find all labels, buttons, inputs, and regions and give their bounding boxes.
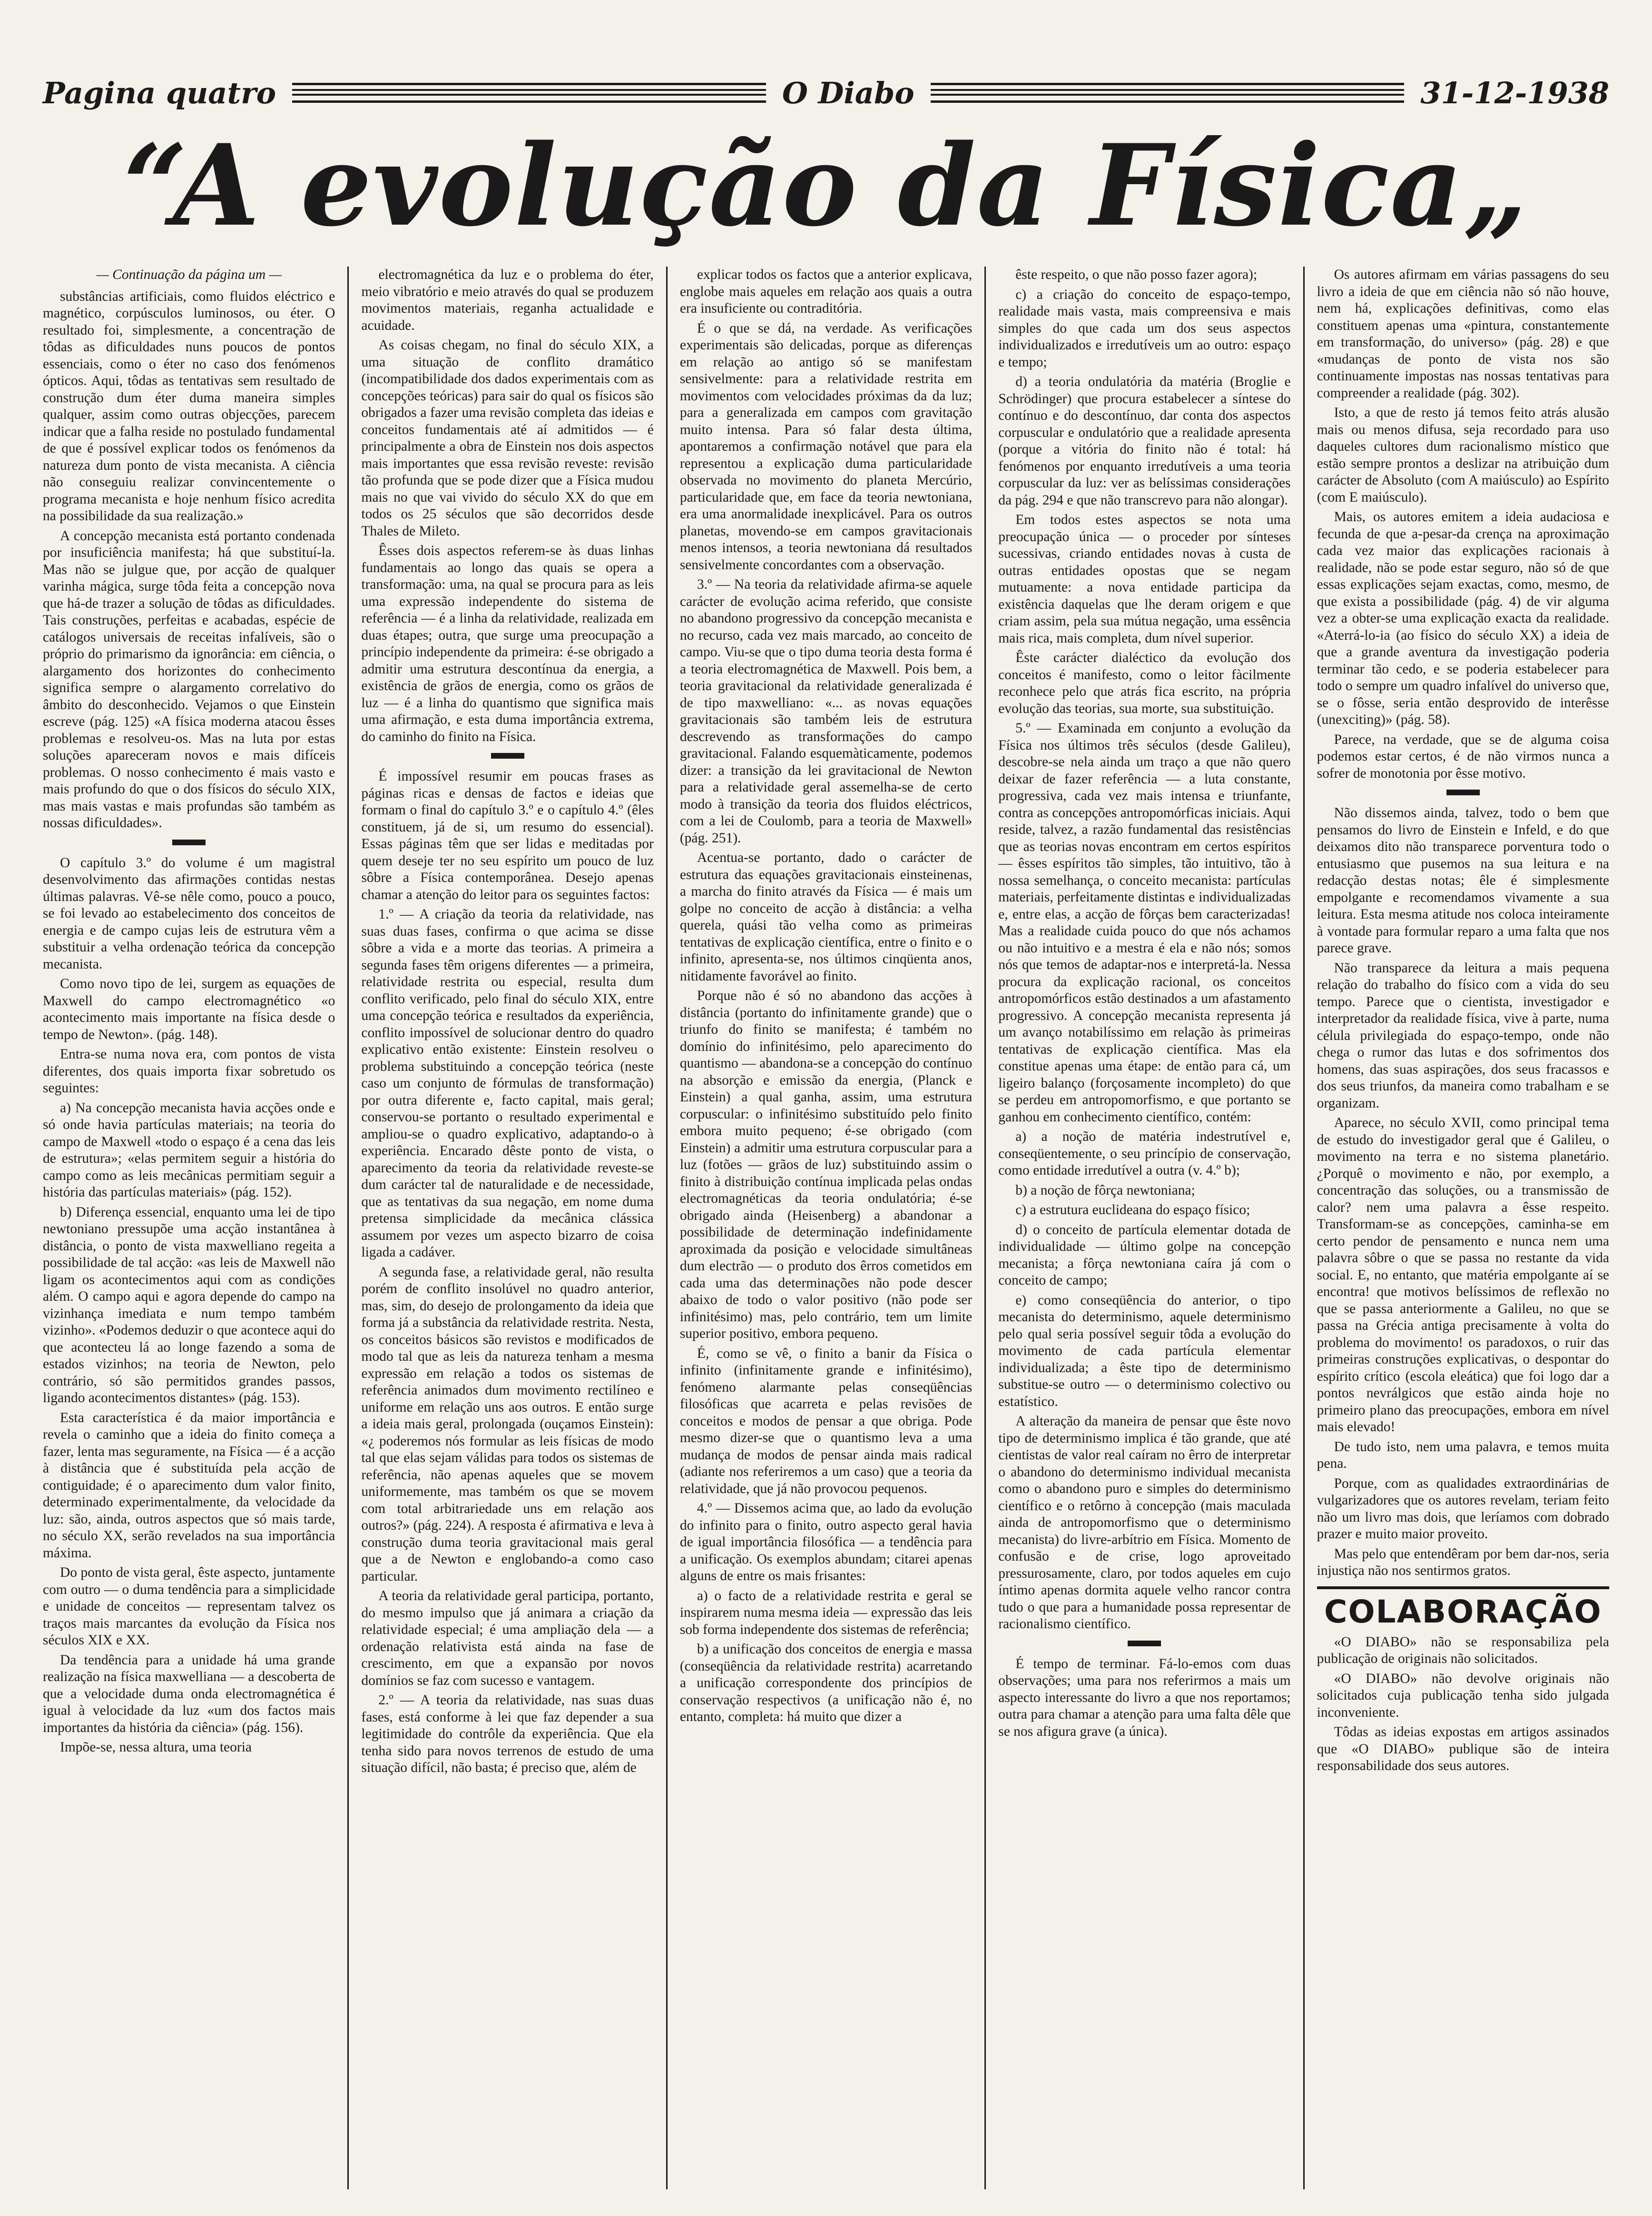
paragraph: 4.º — Dissemos acima que, ao lado da evolução do infinito para o finito, outro aspecto geral havia de igual importância filosófica — a tendência para a unificação. Os exemplos abundam; citarei apenas alguns de entre os mais frisantes: bbox=[679, 1501, 973, 1583]
paragraph: Mais, os autores emitem a ideia audaciosa e fecunda de que a-pesar-da crença na aproximação cada vez maior das explicações racionais à realidade, não se pode estar seguro, não só de que essas explicações sejam exactas, como, mesmo, de que exista a possibilidade (pág. 4) de vir alguma vez a obter-se uma explicação exacta da realidade. «Aterrá-lo-ia (ao físico do século XX) a ideia de que a grande aventura da investigação poderia terminar tão cedo, e se poderia estabelecer para todo o sempre um quadro infalível do universo que, se o fôsse, seria então desprovido de interêsse (unexciting)» (pág. 58). bbox=[1317, 509, 1610, 727]
paragraph: Isto, a que de resto já temos feito atrás alusão mais ou menos difusa, seja recordado para uso daqueles cultores dum racionalismo místico que estão sempre prontos a deslizar na atribuição dum carácter de Absoluto (com A maiúsculo) ao Espírito (com E maiúsculo). bbox=[1317, 405, 1610, 505]
paragraph: Parece, na verdade, que se de alguma coisa podemos estar certos, é de não virmos nunca a sofrer de monotonia por êsse motivo. bbox=[1317, 732, 1610, 781]
section-separator bbox=[1446, 790, 1480, 795]
paragraph: Não dissemos ainda, talvez, todo o bem que pensamos do livro de Einstein e Infeld, e do que deixamos dito não transparece porventura todo o entusiasmo que pusemos na sua leitura e na redacção destas notas; êle é simplesmente empolgante e recomendamos vivamente a sua leitura. Esta mesma atitude nos coloca inteiramente à vontade para formular reparo a uma falta que nos parece grave. bbox=[1317, 805, 1610, 956]
masthead-rule-left bbox=[292, 83, 766, 103]
paragraph: explicar todos os factos que a anterior explicava, englobe mais aqueles em relação aos quais a outra era insuficiente ou contraditória. bbox=[679, 267, 973, 316]
paragraph: c) a criação do conceito de espaço-tempo, realidade mais vasta, mais compreensiva e mais simples do que cada um dos seus aspectos individualizados e irredutíveis um ao outro: espaço e tempo; bbox=[998, 287, 1291, 370]
paragraph: e) como conseqüência do anterior, o tipo mecanista do determinismo, aquele determinismo pelo qual seria possível seguir tôda a evolução do movimento de cada partícula elementar individualizada; a êste tipo de determinismo substitue-se outro — o determinismo colectivo ou estatístico. bbox=[998, 1292, 1291, 1409]
colaboracao-notice: Tôdas as ideias expostas em artigos assinados que «O DIABO» publique são de inteira responsabilidade dos seus autores. bbox=[1317, 1724, 1610, 1773]
column-4 bbox=[984, 267, 1303, 2189]
paragraph: Entra-se numa nova era, com pontos de vista diferentes, dos quais importa fixar sobretudo os seguintes: bbox=[43, 1047, 335, 1096]
issue-date: 31-12-1938 bbox=[1420, 75, 1609, 110]
paragraph: A alteração da maneira de pensar que êste novo tipo de determinismo implica é tão grande, que até cientistas de valor real caíram no êrro de interpretar o abandono do determinismo individual mecanista como o abandono puro e simples do determinismo científico e o retôrno à concepção (mais maculada ainda de antropomorfismo que o determinismo mecanista) do livre-arbítrio em Física. Momento de confusão e de crise, logo aproveitado pressurosamente, claro, por todos aqueles em cujo íntimo apenas dormita aquele velho rancor contra tudo o que para a humanidade possa representar de racionalismo científico. bbox=[998, 1414, 1291, 1632]
paragraph: O capítulo 3.º do volume é um magistral desenvolvimento das afirmações contidas nestas últimas palavras. Vê-se nêle como, pouco a pouco, se foi levado ao estabelecimento dos conceitos de energia e de campo cujas leis de estrutura vêm a substituir a velha ordenação teórica da concepção mecanista. bbox=[43, 855, 335, 972]
paragraph: É impossível resumir em poucas frases as páginas ricas e densas de factos e ideias que formam o final do capítulo 3.º e o capítulo 4.º (êles constituem, já de si, um resumo do essencial). Essas páginas têm que ser lidas e meditadas por quem deseje ter no seu espírito um pouco de luz sôbre a Física contemporânea. Desejo apenas chamar a atenção do leitor para os seguintes factos: bbox=[361, 769, 654, 902]
paragraph: b) a noção de fôrça newtoniana; bbox=[1015, 1182, 1195, 1198]
paragraph: Porque, com as qualidades extraordinárias de vulgarizadores que os autores revelam, teriam feito não um livro mas dois, que leríamos com dobrado prazer e muito maior proveito. bbox=[1317, 1475, 1610, 1542]
paragraph: As coisas chegam, no final do século XIX, a uma situação de conflito dramático (incompatibilidade dos dados experimentais com as concepções teóricas) para sair do qual os físicos são obrigados a fazer uma revisão completa das ideias e conceitos fundamentais até aí admitidos — é principalmente a obra de Einstein nos dois aspectos mais importantes que essa revisão reveste: revisão tão profunda que se pode dizer que a Física mudou mais no que vai vivido do século XX do que em todos os 25 séculos que são decorridos desde Thales de Mileto. bbox=[361, 337, 654, 539]
column-2 bbox=[347, 267, 666, 2189]
colaboracao-notice: «O DIABO» não devolve originais não solicitados cuja publicação tenha sido julgada inconveniente. bbox=[1317, 1671, 1610, 1720]
paragraph: Êste carácter dialéctico da evolução dos conceitos é manifesto, como o leitor fàcilmente reconhece pelo que atrás fica escrito, na própria evolução das teorias, sua morte, sua substituição. bbox=[998, 650, 1291, 716]
paragraph: b) a unificação dos conceitos de energia e massa (conseqüência da relatividade restrita) acarretando a unificação correspondente dos princípios de conservação respectivos (a unificação não é, no entanto, completa: há muito que dizer a bbox=[679, 1642, 973, 1724]
masthead-rule-right bbox=[931, 83, 1405, 103]
column-3 bbox=[666, 267, 984, 2189]
paragraph: a) o facto de a relatividade restrita e geral se inspirarem numa mesma ideia — expressão das leis sob forma independente dos sistemas de referência; bbox=[679, 1588, 973, 1637]
paragraph: Aparece, no século XVII, como principal tema de estudo do investigador geral que é Galileu, o movimento na terra e no sistema planetário. ¿Porquê o movimento e não, por exemplo, a concentração das soluções, ou a transmissão de calor? nem uma palavra a êsse respeito. Transformam-se as concepções, caminha-se em certo pendor de pensamento e nunca nem uma palavra sôbre o que se passa no restante da vida social. E, no entanto, que matéria empolgante aí se encontra! que motivos belíssimos de reflexão no que se passa anteriormente a Galileu, no que se passa na Grécia antiga precisamente à volta do problema do movimento! os paradoxos, o ruir das primeiras construções explicativas, o despontar do espírito crítico (escola eleática) que foi logo dar a pontos nevrálgicos que estão ainda hoje no primeiro plano das preocupações, embora em nível mais elevado! bbox=[1317, 1115, 1610, 1434]
section-separator bbox=[1128, 1641, 1161, 1646]
colaboracao-notice: «O DIABO» não se responsabiliza pela publicação de originais não solicitados. bbox=[1317, 1634, 1610, 1666]
paragraph: Impõe-se, nessa altura, uma teoria bbox=[60, 1740, 252, 1755]
paragraph: Os autores afirmam em várias passagens do seu livro a ideia de que em ciência não só não houve, nem há, explicações definitivas, como elas constituem apenas uma «pintura, constantemente em transformação, do universo» (pág. 28) e que «mudanças de ponto de vista nos são continuamente impostas nas nossas tentativas para compreender a realidade (pág. 302). bbox=[1317, 267, 1610, 401]
column-1 bbox=[43, 267, 347, 2189]
paragraph: d) o conceito de partícula elementar dotada de individualidade — último golpe na concepção mecanista; a fôrça newtoniana caíra já com o conceito de campo; bbox=[998, 1222, 1291, 1288]
newspaper-name: O Diabo bbox=[782, 75, 914, 110]
paragraph: electromagnética da luz e o problema do éter, meio vibratório e meio através do qual se produzem movimentos materiais, reganha actualidade e acuidade. bbox=[361, 267, 654, 333]
masthead bbox=[43, 71, 1609, 114]
paragraph: Mas pelo que entendêram por bem dar-nos, seria injustiça não nos sentirmos gratos. bbox=[1317, 1546, 1610, 1578]
column-5 bbox=[1303, 267, 1609, 2189]
paragraph: A segunda fase, a relatividade geral, não resulta porém de conflito insolúvel no quadro anterior, mas, sim, do desejo de prolongamento da ideia que forma já a substância da relatividade restrita. Nesta, os conceitos básicos são revistos e modificados de modo tal que as leis da natureza tenham a mesma expressão em relação a todos os sistemas de referência animados dum movimento rectilíneo e uniforme em relação uns aos outros. E então surge a ideia mais geral, prolongada (ouçamos Einstein): «¿ poderemos nós formular as leis físicas de modo tal que elas sejam válidas para todos os sistemas de referência, não apenas aqueles que se movem uniformemente, mas também os que se movem com total arbitrariedade uns em relação aos outros?» (pág. 224). A resposta é afirmativa e leva à construção duma teoria gravitacional mais geral que a de Newton e englobando-a como caso particular. bbox=[361, 1264, 654, 1584]
paragraph: Acentua-se portanto, dado o carácter de estrutura das equações gravitacionais einsteinenas, a marcha do finito através da Física — é mais um golpe no conceito de acção à distância: a velha querela, quási tão velha como as primeiras tentativas de explicação científica, entre o finito e o infinito, apresenta-se, nos últimos cinqüenta anos, nitidamente favorável ao finito. bbox=[679, 850, 973, 984]
article-columns bbox=[43, 267, 1609, 2189]
paragraph: De tudo isto, nem uma palavra, e temos muita pena. bbox=[1317, 1439, 1610, 1471]
paragraph: Da tendência para a unidade há uma grande realização na física maxwelliana — a descoberta de que a velocidade duma onda electromagnética é igual à velocidade da luz «um dos factos mais importantes da história da ciência» (pág. 156). bbox=[43, 1652, 335, 1735]
article-headline: “A evolução da Física„ bbox=[123, 120, 1529, 251]
paragraph: Porque não é só no abandono das acções à distância (portanto do infinitamente grande) que o triunfo do finito se manifesta; é também no domínio do infinitésimo, pelo aparecimento do quantismo — abandona-se a concepção do contínuo na absorção e emissão da energia, (Planck e Einstein) a qual ganha, assim, uma estrutura corpuscular: o infinitésimo substituído pelo finito embora muito pequeno; é-se obrigado (com Einstein) a admitir uma estrutura corpuscular para a luz (fotões — grãos de luz) substituindo assim o finito à distribuição contínua implicada pelas ondas electromagnéticas da teoria ondulatória; é-se obrigado ainda (Heisenberg) a abandonar a possibilidade de determinação indefinidamente aproximada da posição e velocidade simultâneas dum electrão — o produto dos êrros cometidos em cada uma das determinações não pode descer abaixo de todo o valor positivo (não pode ser infinitésimo) mas, pelo contrário, tem um limite superior positivo, embora pequeno. bbox=[679, 988, 973, 1341]
section-separator bbox=[491, 753, 524, 759]
paragraph: É tempo de terminar. Fá-lo-emos com duas observações; uma para nos referirmos a mais um aspecto interessante do livro a que nos reportamos; outra para chamar a atenção para uma falta dêle que se nos afigura grave (a única). bbox=[998, 1656, 1291, 1739]
paragraph: c) a estrutura euclideana do espaço físico; bbox=[1015, 1202, 1250, 1217]
paragraph: Do ponto de vista geral, êste aspecto, juntamente com outro — o duma tendência para a simplicidade e unidade de conceitos — representam talvez os traços mais marcantes da evolução da Física nos séculos XIX e XX. bbox=[43, 1565, 335, 1648]
paragraph: êste respeito, o que não posso fazer agora); bbox=[1015, 267, 1258, 282]
paragraph: A teoria da relatividade geral participa, portanto, do mesmo impulso que já animara a criação da relatividade especial; é uma ampliação dela — a ordenação relativista está ainda na fase de crescimento, em que a expansão por novos domínios se faz com sucesso e vantagem. bbox=[361, 1588, 654, 1688]
paragraph: A concepção mecanista está portanto condenada por insuficiência manifesta; há que substituí-la. Mas não se julgue que, por acção de qualquer varinha mágica, surge tôda feita a concepção nova que há-de trazer a solução de tôdas as dificuldades. Tais construções, perfeitas e acabadas, espécie de catálogos universais de receitas infalíveis, são o próprio do primarismo da ignorância: em ciência, o alargamento dos horizontes do conhecimento significa sempre o alargamento correlativo do âmbito do desconhecido. Vejamos o que Einstein escreve (pág. 125) «A física moderna atacou êsses problemas e resolveu-os. Mas na luta por estas soluções apareceram novos e mais difíceis problemas. O nosso conhecimento é mais vasto e mais profundo do que o dos físicos do século XIX, mas mais vastas e mais profundas são também as nossas dificuldades». bbox=[43, 528, 335, 831]
paragraph: Como novo tipo de lei, surgem as equações de Maxwell do campo electromagnético «o acontecimento mais importante na física desde o tempo de Newton». (pág. 148). bbox=[43, 976, 335, 1042]
colaboracao-title: COLABORAÇÃO bbox=[1324, 1593, 1602, 1630]
paragraph: Esta característica é da maior importância e revela o caminho que a ideia do finito começa a fazer, lenta mas seguramente, na Física — é a acção à distância que é substituída pela acção de contiguidade; é o aparecimento dum valor finito, determinado experimentalmente, da velocidade da luz: são, ainda, outros aspectos que só mais tarde, no século XX, serão revelados na sua importância máxima. bbox=[43, 1410, 335, 1561]
paragraph: É, como se vê, o finito a banir da Física o infinito (infinitamente grande e infinitésimo), fenómeno alarmante pelas conseqüências filosóficas que acarreta e pelas revisões de conceitos e modos de pensar a que obriga. Pode mesmo dizer-se que o quantismo leva a uma mudança de modos de pensar ainda mais radical (adiante nos referiremos a um caso) que a teoria da relatividade, que já não provocou pequenos. bbox=[679, 1345, 973, 1496]
colaboracao-box bbox=[1317, 1586, 1609, 1775]
paragraph: 3.º — Na teoria da relatividade afirma-se aquele carácter de evolução acima referido, que consiste no abandono progressivo da concepção mecanista e no recurso, cada vez mais marcado, ao conceito de campo. Viu-se que o tipo duma teoria desta forma é a teoria electromagnética de Maxwell. Pois bem, a teoria gravitacional da relatividade generalizada é de tipo maxwelliano: «... as novas equações gravitacionais são também leis de estrutura descrevendo as transformações do campo gravitacional. Falando esquemàticamente, podemos dizer: a transição da lei gravitacional de Newton para a relatividade geral assemelha-se de certo modo à transição da teoria dos fluidos eléctricos, com a lei de Coulomb, para a teoria de Maxwell» (pág. 251). bbox=[679, 577, 973, 846]
paragraph: b) Diferença essencial, enquanto uma lei de tipo newtoniano pressupõe uma acção instantânea à distância, o ponto de vista maxwelliano regeita a possibilidade de tal acção: «as leis de Maxwell não ligam os acontecimentos aqui com as condições além. O campo aqui e agora depende do campo na vizinhança imediata e num tempo também vizinho». «Podemos deduzir o que acontece aqui do que acontecteu lá ao longe fazendo a soma de estados vizinhos; na teoria de Newton, pelo contrário, só são permitidos grandes passos, ligando acontecimentos distantes» (pág. 153). bbox=[43, 1204, 335, 1405]
paragraph: É o que se dá, na verdade. As verificações experimentais são delicadas, porque as diferenças em relação ao antigo só se manifestam sensivelmente: para a relatividade restrita em movimentos com velocidades próximas da da luz; para a generalizada em campos com gravitação muito intensa. Para só falar desta última, apontaremos a confirmação notável que para ela representou a explicação duma particularidade observada no movimento do planeta Mercúrio, particularidade que, em face da teoria newtoniana, era uma anormalidade inexplicável. Para os outros planetas, movendo-se em campos gravitacionais menos intensos, a teoria newtoniana dá resultados sensivelmente concordantes com a observação. bbox=[679, 320, 973, 573]
paragraph: 5.º — Examinada em conjunto a evolução da Física nos últimos três séculos (desde Galileu), descobre-se nela ainda um traço a que não quero deixar de fazer referência — a luta constante, progressiva, cada vez mais intensa e triunfante, contra as concepções antropomórficas iniciais. Aqui reside, talvez, a razão fundamental das resistências que as teorias novas encontram em certos espíritos — êsses espíritos tão simples, tão intuitivo, tão à nossa semelhança, o conceito mecanista: partículas materiais, perfeitamente distintas e individualizadas e, entre elas, a acção de fôrças bem caracterizadas! Mas a realidade cuida pouco do que nós achamos ou não intuitivo e a mestra é ela e não nós; somos nós que temos de adaptar-nos e interpretá-la. Nessa procura da explicação racional, os conceitos antropomórficos estão destinados a um afastamento progressivo. A concepção mecanista representa já um avanço notabilíssimo em relação às primeiras tentativas de explicação científica. Mas ela constitue apenas uma étape: de então para cá, um ligeiro balanço (forçosamente incompleto) do que se perdeu em antropomorfismo, e que portanto se ganhou em conhecimento científico, contém: bbox=[998, 721, 1291, 1125]
page-number-label: Pagina quatro bbox=[43, 75, 276, 110]
continuation-note: — Continuação da página um — bbox=[96, 267, 282, 282]
section-separator bbox=[172, 840, 206, 845]
paragraph: d) a teoria ondulatória da matéria (Broglie e Schrödinger) que procura estabelecer a síntese do contínuo e do descontínuo, dar conta dos aspectos corpuscular e ondulatório que a realidade apresenta (porque a vitória do finito não é total: há fenómenos por enquanto irredutíveis a uma teoria corpuscular da luz: ver as belíssimas considerações da pág. 294 e que não transcrevo para não alongar). bbox=[998, 374, 1291, 508]
paragraph: 2.º — A teoria da relatividade, nas suas duas fases, está conforme à lei que faz depender a sua legitimidade do contrôle da experiência. Que ela tenha sido para novos terrenos de estudo de uma situação difícil, não basta; é preciso que, além de bbox=[361, 1692, 654, 1775]
paragraph: Êsses dois aspectos referem-se às duas linhas fundamentais ao longo das quais se opera a transformação: uma, na qual se procura para as leis uma expressão independente do sistema de referência — é a linha da relatividade, realizada em duas étapes; outra, que surge uma preocupação a princípio independente da primeira: é-se obrigado a admitir uma estrutura descontínua da energia, a existência de grãos de energia, como os grãos de luz — é a linha do quantismo que significa mais uma afirmação, e esta duma importância extrema, do caminho do finito na Física. bbox=[361, 543, 654, 744]
paragraph: Não transparece da leitura a mais pequena relação do trabalho do físico com a vida do seu tempo. Parece que o cientista, investigador e interpretador da realidade física, vive à parte, numa célula privilegiada do espaço-tempo, onde não chega o rumor das lutas e dos sofrimentos dos homens, das suas aspirações, dos seus fracassos e dos seus triunfos, da maneira como trabalham e se organizam. bbox=[1317, 960, 1610, 1111]
paragraph: Em todos estes aspectos se nota uma preocupação única — o proceder por sínteses sucessivas, criando entidades novas à custa de outras entidades opostas que se negam mutuamente: a nova entidade participa da existência daquelas que lhe deram origem e que criam assim, pela sua mútua negação, uma essência mais rica, mais completa, dum nível superior. bbox=[998, 512, 1291, 646]
paragraph: 1.º — A criação da teoria da relatividade, nas suas duas fases, confirma o que acima se disse sôbre a vida e a morte das teorias. A primeira a segunda fases têm origens diferentes — a primeira, relatividade restrita ou especial, resulta dum conflito verificado, pelo final do século XIX, entre uma concepção teórica e resultados da experiência, conflito impossível de solucionar dentro do quadro explicativo então existente: Einstein resolveu o problema substituindo a concepção teórica (neste caso um conjunto de fórmulas de transformação) por outra diferente e, facto capital, mais geral; conservou-se portanto o resultado experimental e ampliou-se o quadro explicativo, adaptando-o à experiência. Encarado dêste ponto de vista, o aparecimento da teoria da relatividade reveste-se dum carácter tal de naturalidade e de necessidade, que as tentativas da sua negação, em nome duma pretensa simplicidade da mecânica clássica assumem por vezes um aspecto bizarro de coisa ligada a cadáver. bbox=[361, 907, 654, 1260]
paragraph: substâncias artificiais, como fluidos eléctrico e magnético, corpúsculos luminosos, ou éter. O resultado foi, simplesmente, a concentração de tôdas as dificuldades nuns poucos de pontos essenciais, como o éter no caso dos fenómenos ópticos. Aqui, tôdas as tentativas sem resultado de construção dum éter duma maneira simples qualquer, assim como outras objecções, parecem indicar que a falha reside no postulado fundamental de que é possível explicar todos os fenómenos da natureza dum ponto de vista mecanista. A ciência não conseguiu realizar convincentemente o programa mecanista e hoje nenhum físico acredita na possibilidade da sua realização.» bbox=[43, 288, 335, 524]
paragraph: a) a noção de matéria indestrutível e, conseqüentemente, o seu princípio de conservação, como entidade irredutível a outra (v. 4.º b); bbox=[998, 1129, 1291, 1178]
paragraph: a) Na concepção mecanista havia acções onde e só onde havia partículas materiais; na teoria do campo de Maxwell «todo o espaço é a cena das leis de estrutura»; «elas permitem seguir a história do campo como as leis mecânicas permitiam seguir a história das partículas materiais» (pág. 152). bbox=[43, 1100, 335, 1200]
